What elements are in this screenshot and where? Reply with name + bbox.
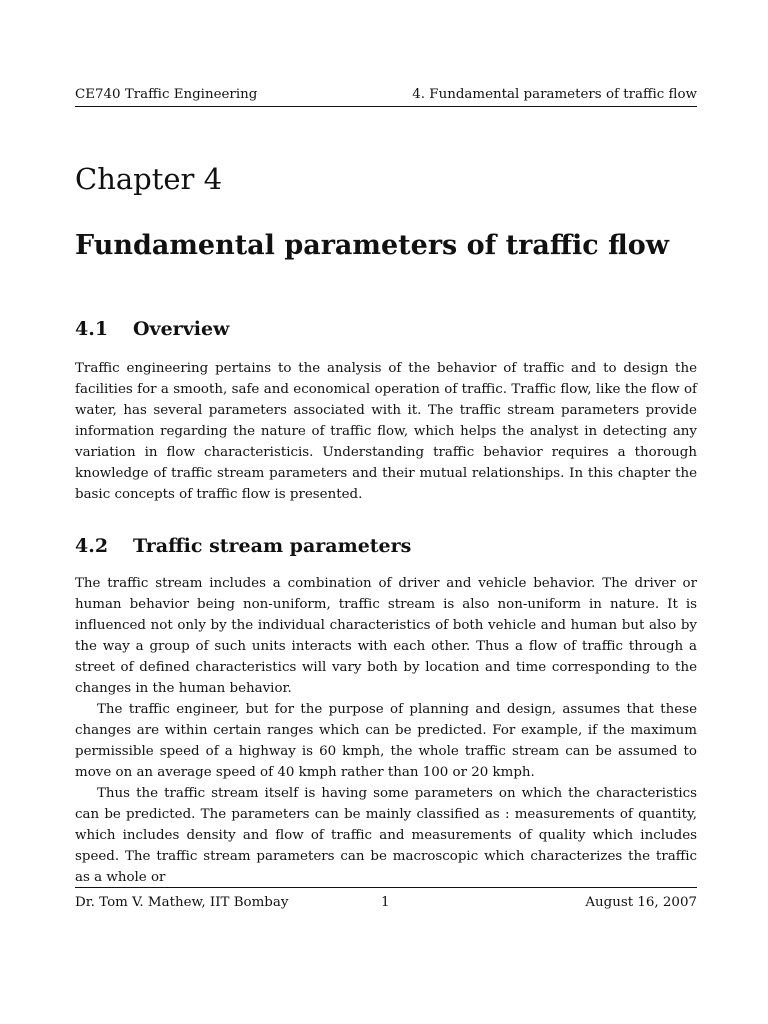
page-footer xyxy=(75,894,697,912)
paragraph: Traffic engineering pertains to the analysis of the behavior of traffic and to design the facilities for a smooth, safe and economical operation of traffic. Traffic flow, like the flow of water, has several parameters associated with it. The traffic stream parameters provide information regarding the nature of traffic flow, which helps the analyst in detecting any variation in flow characteristicis. Understanding traffic behavior requires a thorough knowledge of traffic stream parameters and their mutual relationships. In this chapter the basic concepts of traffic flow is presented. xyxy=(75,361,697,502)
overview-body xyxy=(75,358,697,505)
section-title: Traffic stream parameters xyxy=(133,535,412,557)
header-chapter: 4. Fundamental parameters of traffic flow xyxy=(412,87,697,102)
section-heading-traffic-stream-parameters xyxy=(75,533,411,559)
running-header xyxy=(75,86,697,104)
footer-date: August 16, 2007 xyxy=(585,895,697,910)
paragraph: Thus the traffic stream itself is having some parameters on which the characteristics can be predicted. The parameters can be mainly classified as : measurements of quantity, which includes density and flow of traffic and measurements of quality which includes speed. The traffic stream parameters can be macroscopic which characterizes the traffic as a whole or xyxy=(75,786,697,885)
chapter-title: Fundamental parameters of traffic flow xyxy=(75,230,669,261)
paragraph: The traffic engineer, but for the purpose of planning and design, assumes that these changes are within certain ranges which can be predicted. For example, if the maximum permissible speed of a highway is 60 kmph, the whole traffic stream can be assumed to move on an average speed of 40 kmph rather than 100 or 20 kmph. xyxy=(75,702,697,780)
section-title: Overview xyxy=(133,318,230,340)
chapter-label: Chapter 4 xyxy=(75,162,223,196)
section-heading-overview xyxy=(75,316,229,342)
footer-author: Dr. Tom V. Mathew, IIT Bombay xyxy=(75,895,289,910)
section-number: 4.1 xyxy=(75,318,109,340)
footer-rule xyxy=(75,887,697,888)
header-rule xyxy=(75,106,697,107)
traffic-stream-body xyxy=(75,573,697,888)
paragraph: The traffic stream includes a combination of driver and vehicle behavior. The driver or human behavior being non-uniform, traffic stream is also non-uniform in nature. It is influenced not only by the individual characteristics of both vehicle and human but also by the way a group of such units interacts with each other. Thus a flow of traffic through a street of defined characteristics will vary both by location and time corresponding to the changes in the human behavior. xyxy=(75,576,697,696)
document-page xyxy=(75,0,697,1024)
page-number: 1 xyxy=(381,895,390,910)
section-number: 4.2 xyxy=(75,535,109,557)
header-course: CE740 Traffic Engineering xyxy=(75,87,258,102)
